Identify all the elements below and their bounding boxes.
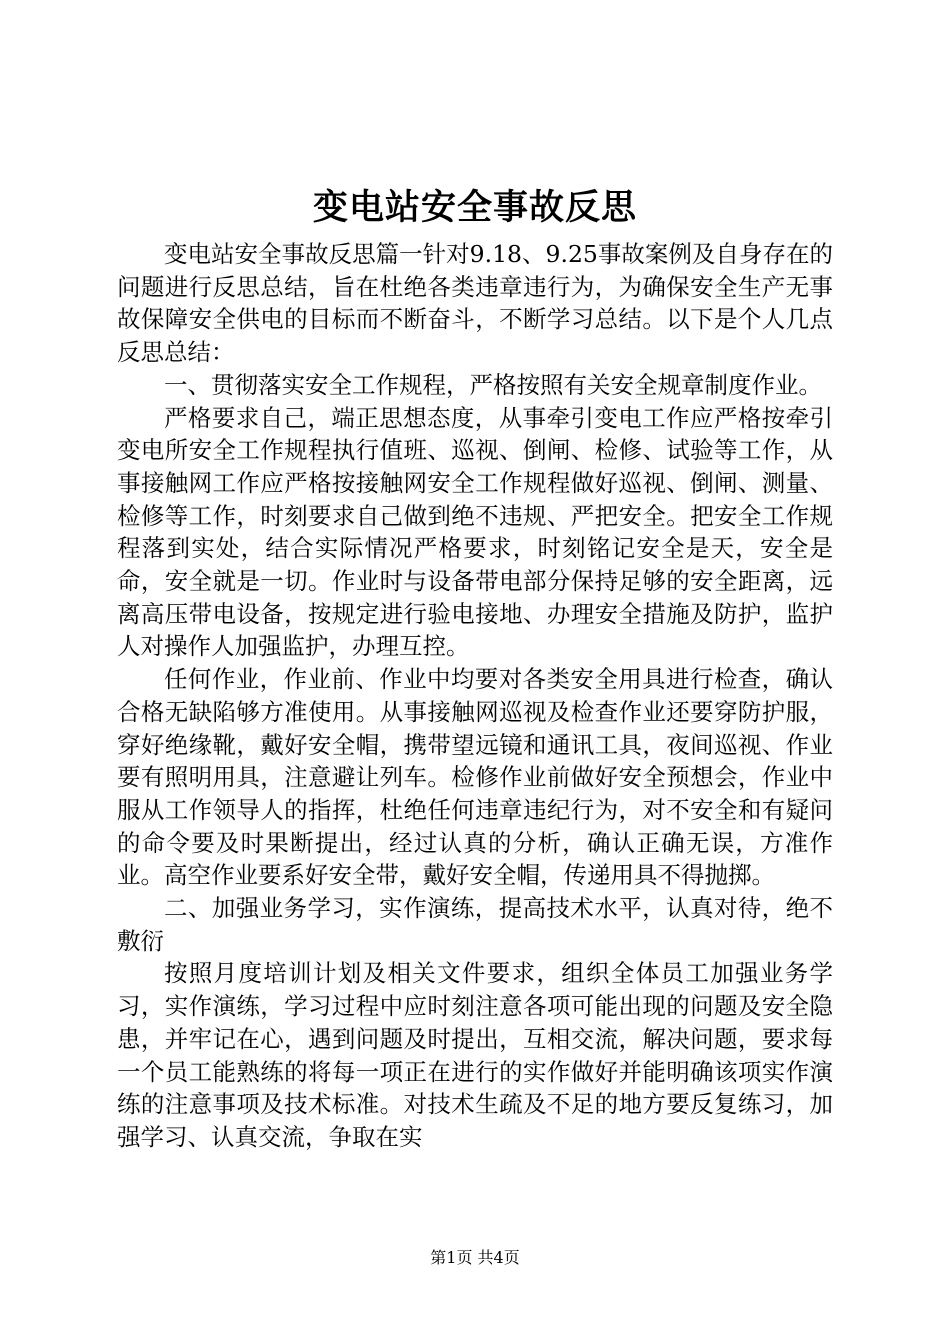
section-heading: 二、加强业务学习，实作演练，提高技术水平，认真对待，绝不敷衍 bbox=[117, 894, 833, 955]
page-number: 第1页 共4页 bbox=[430, 1248, 520, 1267]
paragraph: 按照月度培训计划及相关文件要求，组织全体员工加强业务学习，实作演练，学习过程中应时刻注意各项可能出现的问题及安全隐患，并牢记在心，遇到问题及时提出，互相交流，解决问题，要求每一个员工能熟练的将每一项正在进行的实作做好并能明确该项实作演练的注意事项及技术标准。对技术生疏及不足的地方要反复练习，加强学习、认真交流，争取在实 bbox=[117, 959, 833, 1151]
document-body bbox=[117, 238, 833, 1154]
paragraph: 任何作业，作业前、作业中均要对各类安全用具进行检查，确认合格无缺陷够方准使用。从事接触网巡视及检查作业还要穿防护服，穿好绝缘靴，戴好安全帽，携带望远镜和通讯工具，夜间巡视、作业要有照明用具，注意避让列车。检修作业前做好安全预想会，作业中服从工作领导人的指挥，杜绝任何违章违纪行为，对不安全和有疑问的命令要及时果断提出，经过认真的分析，确认正确无误，方准作业。高空作业要系好安全带，戴好安全帽，传递用具不得抛掷。 bbox=[117, 665, 833, 890]
section-heading: 一、贯彻落实安全工作规程，严格按照有关安全规章制度作业。 bbox=[164, 370, 822, 399]
document-title: 变电站安全事故反思 bbox=[312, 187, 637, 228]
paragraph: 变电站安全事故反思篇一针对9.18、9.25事故案例及自身存在的问题进行反思总结，旨在杜绝各类违章违行为，为确保安全生产无事故保障安全供电的目标而不断奋斗，不断学习总结。以下是个人几点反思总结： bbox=[117, 240, 833, 367]
paragraph: 严格要求自己，端正思想态度，从事牵引变电工作应严格按牵引变电所安全工作规程执行值班、巡视、倒闸、检修、试验等工作，从事接触网工作应严格按接触网安全工作规程做好巡视、倒闸、测量、检修等工作，时刻要求自己做到绝不违规、严把安全。把安全工作规程落到实处，结合实际情况严格要求，时刻铭记安全是天，安全是命，安全就是一切。作业时与设备带电部分保持足够的安全距离，远离高压带电设备，按规定进行验电接地、办理安全措施及防护，监护人对操作人加强监护，办理互控。 bbox=[117, 403, 833, 661]
